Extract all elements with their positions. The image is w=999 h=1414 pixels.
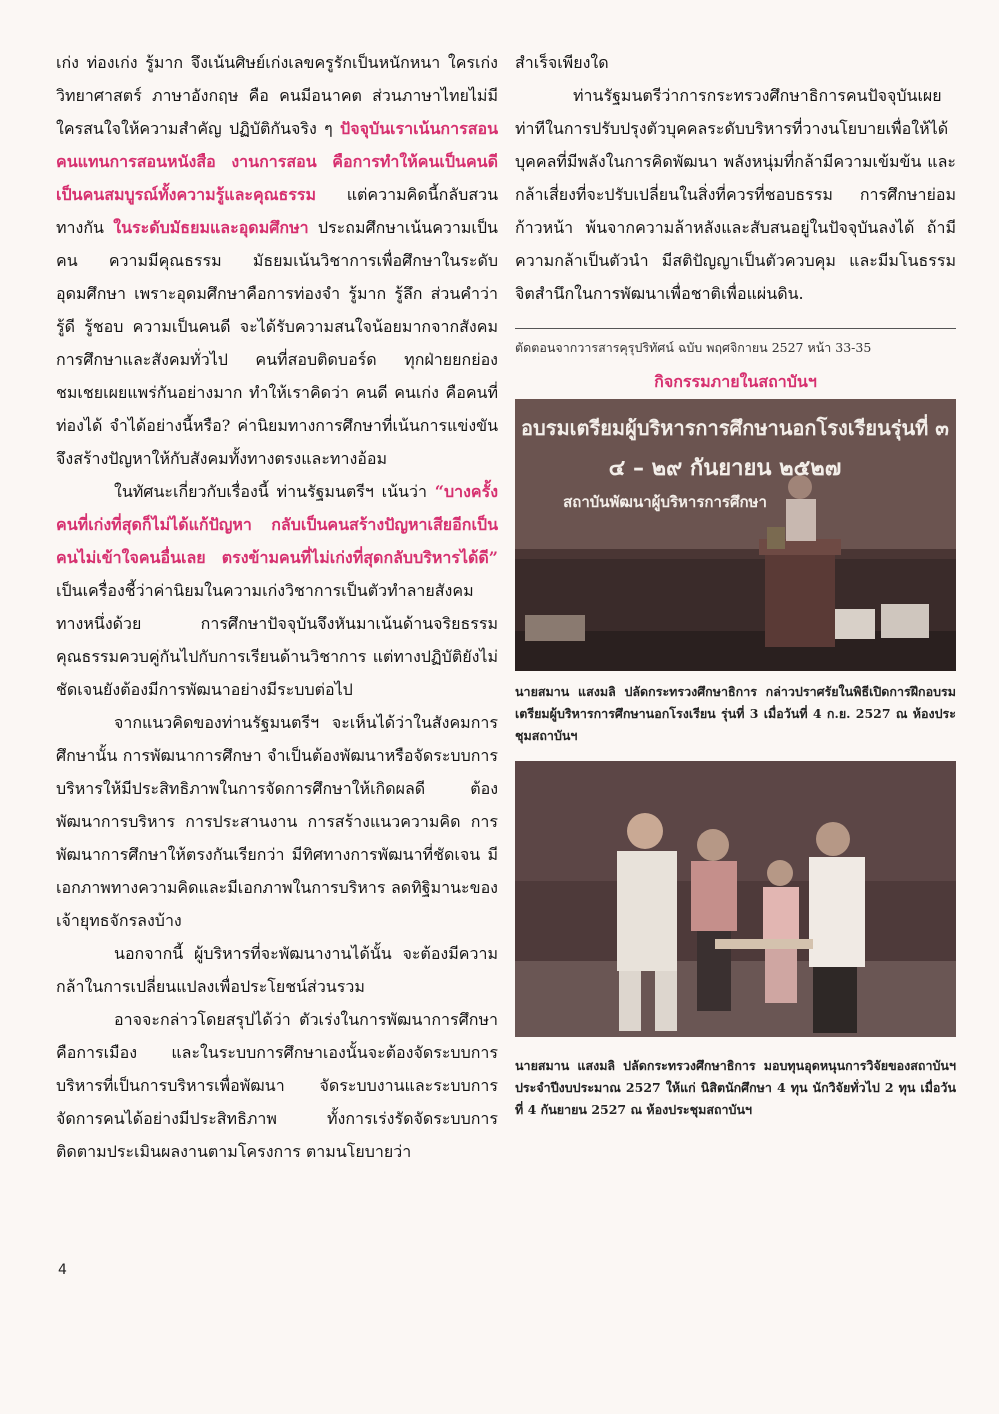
banner-line-3: สถาบันพัฒนาผู้บริหารการศึกษา bbox=[563, 493, 767, 511]
left-column bbox=[56, 46, 498, 1168]
minister-quote: “บางครั้งคนที่เก่งที่สุดก็ไม่ได้แก้ปัญหา กลับเป็นคนสร้างปัญหาเสียอีกเป็นคนไม่เข้าใจคนอื่นเลย ตรงข้ามคนที่ไม่เก่งที่สุดกลับบริหารได้ดี” bbox=[56, 482, 498, 567]
paragraph-continued: สำเร็จเพียงใด bbox=[515, 53, 609, 72]
section-title: กิจกรรมภายในสถาบันฯ bbox=[654, 372, 817, 391]
paragraph-2: ในทัศนะเกี่ยวกับเรื่องนี้ ท่านรัฐมนตรีฯ เน้นว่า “บางครั้งคนที่เก่งที่สุดก็ไม่ได้แก้ปัญหา กลับเป็นคนสร้างปัญหาเสียอีกเป็นคนไม่เข้าใจคนอื่นเลย ตรงข้ามคนที่ไม่เก่งที่สุดกลับบริหารได้ดี” เป็นเครื่องชี้ว่าค่านิยมในความเก่งวิชาการเป็นตัวทำลายสังคมทางหนึ่งด้วย การศึกษาปัจจุบันจึงหันมาเน้นด้านจริยธรรม คุณธรรมควบคู่กันไปกับการเรียนด้านวิชาการ แต่ทางปฏิบัติยังไม่ชัดเจนยังต้องมีการพัฒนาอย่างมีระบบต่อไป bbox=[56, 482, 498, 699]
photo-research-grant-image bbox=[515, 761, 956, 1037]
source-citation: ตัดตอนจากวารสารคุรุปริทัศน์ ฉบับ พฤศจิกายน 2527 หน้า 33-35 bbox=[515, 328, 956, 357]
right-column bbox=[515, 46, 956, 1121]
page-number: 4 bbox=[58, 1262, 67, 1278]
paragraph-5: อาจจะกล่าวโดยสรุปได้ว่า ตัวเร่งในการพัฒนาการศึกษาคือการเมือง และในระบบการศึกษาเองนั้นจะต้องจัดระบบการบริหารที่เป็นการบริหารเพื่อพัฒนา จัดระบบงานและระบบการจัดการคนได้อย่างมีประสิทธิภาพ ทั้งการเร่งรัดจัดระบบการติดตามประเมินผลงานตามโครงการ ตามนโยบายว่า bbox=[56, 1010, 498, 1161]
photo-opening-ceremony-image bbox=[515, 399, 956, 671]
banner-line-1: อบรมเตรียมผู้บริหารการศึกษานอกโรงเรียนรุ่นที่ ๓ bbox=[521, 416, 949, 440]
paragraph-3: จากแนวคิดของท่านรัฐมนตรีฯ จะเห็นได้ว่าในสังคมการศึกษานั้น การพัฒนาการศึกษา จำเป็นต้องพัฒนาหรือจัดระบบการบริหารให้มีประสิทธิภาพในการจัดการศึกษาให้เกิดผลดี ต้องพัฒนาการบริหาร การประสานงาน การสร้างแนวความคิด การพัฒนาการศึกษาให้ตรงกันเรียกว่า มีทิศทางการพัฒนาที่ชัดเจน มีเอกภาพทางความคิดและมีเอกภาพในการบริหาร ลดทิฐิมานะของเจ้ายุทธจักรลงบ้าง bbox=[56, 713, 498, 930]
photo-opening-ceremony bbox=[515, 399, 956, 671]
paragraph-4: นอกจากนี้ ผู้บริหารที่จะพัฒนางานได้นั้น จะต้องมีความกล้าในการเปลี่ยนแปลงเพื่อประโยชน์ส่วนรวม bbox=[56, 944, 498, 996]
highlight-text: ปัจจุบันเราเน้นการสอนคนแทนการสอนหนังสือ งานการสอน คือการทำให้คนเป็นคนดี เป็นคนสมบูรณ์ทั้งความรู้และคุณธรรม bbox=[56, 119, 498, 204]
photo-caption-2: นายสมาน แสงมลิ ปลัดกระทรวงศึกษาธิการ มอบทุนอุดหนุนการวิจัยของสถาบันฯ ประจำปีงบประมาณ 2527 ให้แก่ นิสิตนักศึกษา 4 ทุน นักวิจัยทั่วไป 2 ทุน เมื่อวันที่ 4 กันยายน 2527 ณ ห้องประชุมสถาบันฯ bbox=[515, 1058, 956, 1117]
banner-line-2: ๔ – ๒๙ กันยายน ๒๕๒๗ bbox=[608, 456, 842, 481]
photo-caption-1: นายสมาน แสงมลิ ปลัดกระทรวงศึกษาธิการ กล่าวปราศรัยในพิธีเปิดการฝึกอบรมเตรียมผู้บริหารการศึกษานอกโรงเรียน รุ่นที่ 3 เมื่อวันที่ 4 ก.ย. 2527 ณ ห้องประชุมสถาบันฯ bbox=[515, 684, 956, 743]
paragraph-minister: ท่านรัฐมนตรีว่าการกระทรวงศึกษาธิการคนปัจจุบันเผยท่าทีในการปรับปรุงตัวบุคคลระดับบริหารที่วางนโยบายเพื่อให้ได้บุคคลที่มีพลังในการคิดพัฒนา พลังหนุ่มที่กล้ามีความเข้มข้น และกล้าเสี่ยงที่จะปรับเปลี่ยนในสิ่งที่ควรที่ชอบธรรม การศึกษาย่อมก้าวหน้า พ้นจากความล้าหลังและสับสนอยู่ในปัจจุบันลงได้ ถ้ามีความกล้าเป็นตัวนำ มีสติปัญญาเป็นตัวควบคุม และมีมโนธรรม จิตสำนึกในการพัฒนาเพื่อชาติเพื่อแผ่นดิน. bbox=[515, 86, 956, 303]
paragraph-1: เก่ง ท่องเก่ง รู้มาก จึงเน้นศิษย์เก่งเลขครูรักเป็นหนักหนา ใครเก่งวิทยาศาสตร์ ภาษาอังกฤษ คือ คนมีอนาคต ส่วนภาษาไทยไม่มีใครสนใจให้ความสำคัญ ปฏิบัติกันจริง ๆ ปัจจุบันเราเน้นการสอนคนแทนการสอนหนังสือ งานการสอน คือการทำให้คนเป็นคนดี เป็นคนสมบูรณ์ทั้งความรู้และคุณธรรม แต่ความคิดนี้กลับสวนทางกัน ในระดับมัธยมและอุดมศึกษา ประถมศึกษาเน้นความเป็นคน ความมีคุณธรรม มัธยมเน้นวิชาการเพื่อศึกษาในระดับอุดมศึกษา เพราะอุดมศึกษาคือการท่องจำ รู้มาก รู้ลึก ส่วนคำว่า รู้ดี รู้ชอบ ความเป็นคนดี จะได้รับความสนใจน้อยมากจากสังคมการศึกษาและสังคมทั่วไป คนที่สอบติดบอร์ด ทุกฝ่ายยกย่องชมเชยเผยแพร่กันอย่างมาก ทำให้เราคิดว่า คนดี คนเก่ง คือคนที่ท่องได้ จำได้อย่างนี้หรือ? ค่านิยมทางการศึกษาที่เน้นการแข่งขัน จึงสร้างปัญหาให้กับสังคมทั้งทางตรงและทางอ้อม bbox=[56, 53, 498, 468]
highlight-text: ในระดับมัธยมและอุดมศึกษา bbox=[113, 218, 309, 237]
photo-research-grant bbox=[515, 761, 956, 1037]
